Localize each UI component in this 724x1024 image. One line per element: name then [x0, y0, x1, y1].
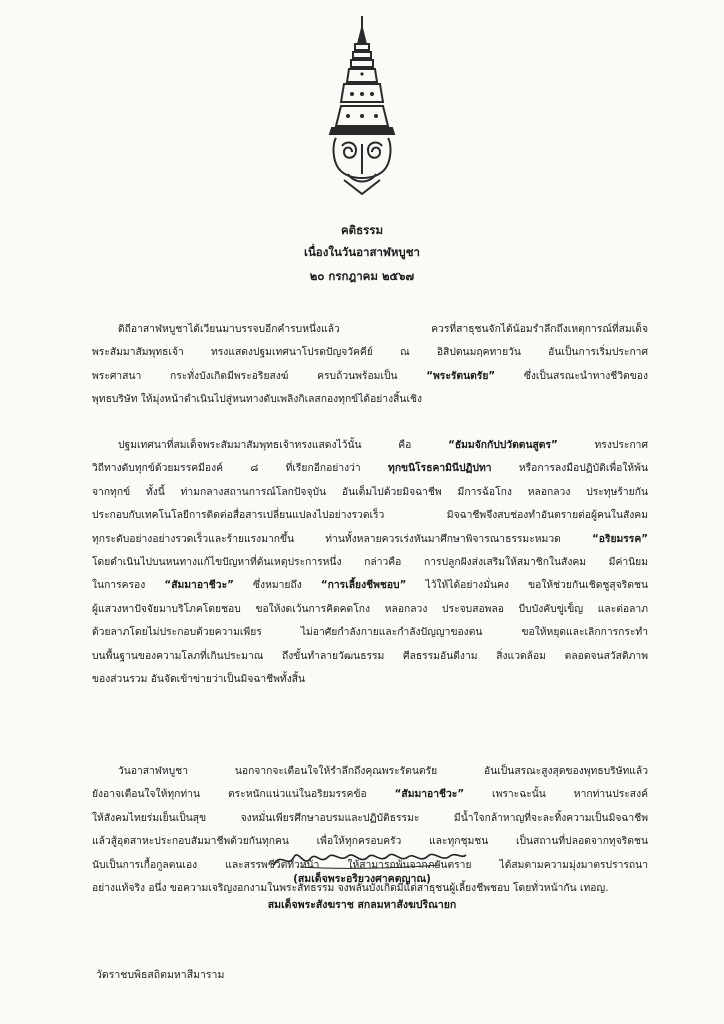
document-title: คติธรรม — [340, 223, 384, 237]
text-run: เพราะฉะนั้น หากท่านประสงค์ — [464, 788, 648, 801]
text-run: ทุกระดับอย่างอย่างรวดเร็วและร้ายแรงมากขึ้น ท่านทั้งหลายควรเร่งหันมาศึกษาพิจารณาธรรมะหมวด — [92, 532, 592, 545]
paragraph-1 — [92, 318, 648, 412]
document-date: ๒๐ กรกฎาคม ๒๕๖๗ — [309, 269, 415, 283]
emphasis-text: “ธัมมจักกัปปวัตตนสูตร” — [448, 439, 558, 451]
paragraph-line: ของส่วนรวม อันจัดเข้าข่ายว่าเป็นมิจฉาชีพทั้งสิ้น — [92, 673, 306, 686]
paragraph-line: อย่างแท้จริง อนึ่ง ขอความเจริญงอกงามในพระสัทธรรม จงพลันบังเกิดมีแด่สาธุชนผู้เลี้ยงชีพชอบ โดยทั่วหน้ากัน เทอญ. — [92, 882, 609, 895]
paragraph-line: จากทุกข์ ทั้งนี้ ท่ามกลางสถานการณ์โลกปัจจุบัน อันเต็มไปด้วยมิจฉาชีพ มีการฉ้อโกง หลอกลวง ประทุษร้ายกัน — [92, 485, 648, 498]
paragraph-line: แล้วสู้อุตสาหะประกอบสัมมาชีพด้วยกันทุกคน เพื่อให้ทุกครอบครัว และทุกชุมชน เป็นสถานที่ปลอดจากทุจริตชน — [92, 835, 648, 848]
signatory-name: (สมเด็จพระอริยวงศาคตญาณ) — [293, 873, 431, 885]
emphasis-text: “สัมมาอาชีวะ” — [164, 579, 234, 592]
paragraph-line: วันอาสาฬหบูชา นอกจากจะเตือนใจให้รำลึกถึงคุณพระรัตนตรัย อันเป็นสรณะสูงสุดของพุทธบริษัทแล้ว — [118, 765, 648, 777]
paragraph-line — [92, 528, 648, 551]
paragraph-2 — [92, 434, 648, 691]
handwritten-signature — [270, 847, 470, 871]
paragraph-line: ผู้แสวงหาปัจจัยมาบริโภคโดยชอบ ขอให้งดเว้นการคิดคดโกง หลอกลวง ประจบสอพลอ บีบบังคับขู่เข็ญ และต่อลาภ — [92, 602, 648, 615]
paragraph-line: ประกอบกับเทคโนโลยีการติดต่อสื่อสารเปลี่ยนแปลงไปอย่างรวดเร็ว มิจฉาชีพจึงสบช่องทำอันตรายต่อผู้คนในสังคม — [92, 509, 648, 522]
text-run: พระศาสนา กระทั่งบังเกิดมีพระอริยสงฆ์ ครบถ้วนพร้อมเป็น — [92, 369, 427, 382]
text-run: ยังอาจเตือนใจให้ทุกท่าน ตระหนักแน่วแน่ในอริยมรรคข้อ — [92, 788, 395, 801]
paragraph-line — [92, 783, 648, 806]
paragraph-line — [92, 457, 648, 480]
emphasis-text: “สัมมาอาชีวะ” — [394, 788, 465, 801]
paragraph-line: พระสัมมาสัมพุทธเจ้า ทรงแสดงปฐมเทศนาโปรดปัญจวัคคีย์ ณ อิสิปตนมฤคทายวัน อันเป็นการเริ่มประกาศ — [92, 346, 648, 359]
signatory-position: สมเด็จพระสังฆราช สกลมหาสังฆปริณายก — [267, 899, 457, 911]
text-run: ในการครอง — [92, 579, 165, 592]
paragraph-line: บนพื้นฐานของความโลภที่เกินประมาณ ถึงขั้นทำลายวัฒนธรรม ศีลธรรมอันดีงาม สิ่งแวดล้อม ตลอดจนสวัสดิภาพ — [92, 649, 648, 662]
text-run: ซึ่งเป็นสรณะนำทางชีวิตของ — [495, 369, 648, 382]
text-run: ทรงประกาศ — [557, 439, 648, 451]
emphasis-text: ทุกขนิโรธคามินีปฏิปทา — [388, 462, 492, 475]
text-run: วิถีทางดับทุกข์ด้วยมรรคมีองค์ ๘ ที่เรียกอีกอย่างว่า — [92, 462, 389, 475]
text-run: ซึ่งหมายถึง — [233, 579, 321, 592]
paragraph-line — [92, 574, 648, 597]
paragraph-line: ดิถีอาสาฬหบูชาได้เวียนมาบรรจบอีกคำรบหนึ่งแล้ว ควรที่สาธุชนจักได้น้อมรำลึกถึงเหตุการณ์ที่สมเด็จ — [118, 323, 648, 335]
document-subtitle: เนื่องในวันอาสาฬหบูชา — [304, 245, 420, 259]
paragraph-line: ให้สังคมไทยร่มเย็นเป็นสุข จงหมั่นเพียรศึกษาอบรมและปฏิบัติธรรมะ มีน้ำใจกล้าหาญที่จะละทิ้งความเป็นมิจฉาชีพ — [92, 811, 648, 824]
text-run: ปฐมเทศนาที่สมเด็จพระสัมมาสัมพุทธเจ้าทรงแสดงไว้นั้น คือ — [118, 439, 449, 451]
paragraph-line — [92, 365, 648, 388]
paragraph-line: ด้วยลาภโดยไม่ประกอบด้วยความเพียร ไม่อาศัยกำลังกายและกำลังปัญญาของตน ขอให้หยุดและเลิกการกระทำ — [92, 626, 648, 639]
paragraph-line: นับเป็นการเกื้อกูลตนเอง และสรรพชีวิตทั่วหน้า ให้สามารถพ้นจากภยันตราย ได้สมตามความมุ่งมาตรปรารถนา — [92, 858, 648, 871]
paragraph-line — [92, 434, 648, 457]
emphasis-text: “พระรัตนตรัย” — [426, 369, 496, 382]
paragraph-line: พุทธบริษัท ให้มุ่งหน้าดำเนินไปสู่หนทางดับเพลิงกิเลสกองทุกข์ได้อย่างสิ้นเชิง — [92, 393, 422, 406]
text-run: ไว้ให้ได้อย่างมั่นคง ขอให้ช่วยกันเชิดชูสุจริตชน — [406, 579, 648, 592]
royal-crown-emblem-icon — [322, 14, 402, 204]
footer-place: วัดราชบพิธสถิตมหาสีมาราม — [96, 969, 225, 981]
emphasis-text: “การเลี้ยงชีพชอบ” — [320, 579, 407, 592]
paragraph-line: โดยดำเนินไปบนหนทางแก้ไขปัญหาที่ต้นเหตุประการหนึ่ง กล่าวคือ การปลูกฝังส่งเสริมให้สมาชิกในสังคม มีค่านิยม — [92, 556, 648, 569]
emphasis-text: “อริยมรรค” — [591, 532, 648, 545]
text-run: หรือการลงมือปฏิบัติเพื่อให้พ้น — [491, 462, 649, 475]
